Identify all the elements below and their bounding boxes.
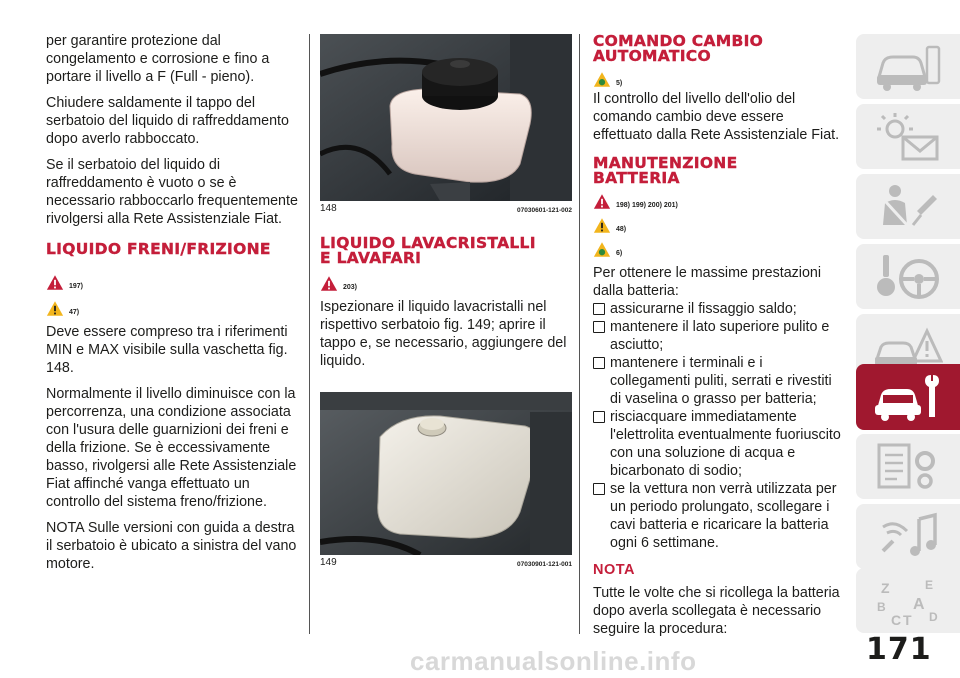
paragraph: per garantire protezione dal congelamento e corrosione e fino a portare il livello a F (Full - pieno).	[46, 33, 270, 85]
watermark-text: carmanualsonline.info	[410, 646, 697, 676]
figure-code: 07030601-121-002	[517, 207, 572, 214]
index-letter: C	[891, 611, 902, 627]
footnote-ref: 48)	[616, 226, 627, 233]
car-wrench-icon	[873, 371, 943, 423]
list-item-text: mantenere i terminali e i collegamenti puliti, serrati e rivestiti di vaselina o grasso per batteria;	[610, 355, 832, 407]
car-dashboard-icon	[873, 41, 943, 93]
battery-checklist	[593, 300, 845, 552]
paragraph: Per ottenere le massime prestazioni dalla batteria:	[593, 265, 822, 299]
list-item-text: assicurarne il fissaggio saldo;	[610, 301, 797, 317]
list-item	[593, 318, 845, 354]
footnote-ref: 197)	[69, 283, 84, 290]
section-heading-brake-fluid: LIQUIDO FRENI/FRIZIONE	[46, 240, 271, 258]
warning-reference	[320, 270, 572, 292]
brake-reservoir-illustration	[320, 34, 572, 201]
figure-148-brake-reservoir-photo	[320, 34, 572, 201]
checkbox-bullet-icon	[593, 303, 605, 315]
figure-number: 148	[320, 203, 337, 214]
column-2	[320, 34, 572, 568]
heading-line: E LAVAFARI	[320, 249, 422, 267]
index-letter: E	[925, 577, 934, 592]
caution-triangle-icon	[593, 217, 611, 234]
page-number: 171	[866, 632, 932, 667]
hazard-triangle-icon	[593, 241, 611, 258]
figure-caption	[320, 203, 572, 214]
note-heading: NOTA	[593, 562, 636, 578]
key-steering-wheel-icon	[873, 251, 943, 303]
heading-line: AUTOMATICO	[593, 47, 711, 65]
footnote-ref: 203)	[343, 284, 358, 291]
paragraph: Chiudere saldamente il tappo del serbatoio del liquido di raffreddamento dopo averlo rabboccato.	[46, 95, 289, 147]
index-letter: B	[877, 599, 886, 614]
list-item-text: se la vettura non verrà utilizzata per un periodo prolungato, scollegare i cavi batteria e ricaricare la batteria ogni 6 settimane.	[610, 481, 837, 551]
paragraph: Se il serbatoio del liquido di raffreddamento è vuoto o se è necessario rabboccarlo frequentemente rivolgersi alla Rete Assistenziale Fiat.	[46, 157, 298, 227]
figure-149-washer-reservoir-photo	[320, 392, 572, 555]
figure-number: 149	[320, 557, 337, 568]
heading-line: COMANDO CAMBIO	[593, 32, 764, 50]
caution-triangle-icon	[46, 300, 64, 317]
footnote-ref: 47)	[69, 309, 80, 316]
music-note-signal-icon	[873, 511, 943, 563]
warning-reference	[593, 66, 845, 88]
figure-code: 07030901-121-001	[517, 561, 572, 568]
list-item	[593, 480, 845, 552]
washer-reservoir-illustration	[320, 392, 572, 555]
column-divider	[309, 34, 310, 634]
sidebar-tab-safety[interactable]	[856, 174, 960, 239]
index-letter: Z	[881, 579, 890, 596]
paragraph: Il controllo del livello dell'olio del comando cambio deve essere effettuato dalla Rete Assistenziale Fiat.	[593, 91, 840, 143]
seatbelt-passenger-icon	[873, 181, 943, 233]
section-heading-washer-fluid	[320, 236, 572, 266]
list-item	[593, 354, 845, 408]
heading-line: BATTERIA	[593, 169, 680, 187]
list-item	[593, 408, 845, 480]
index-letter: A	[913, 595, 925, 613]
sidebar-tab-starting-driving[interactable]	[856, 244, 960, 309]
footnote-ref: 6)	[616, 250, 623, 257]
paragraph: Ispezionare il liquido lavacristalli nel rispettivo serbatoio fig. 149; aprire il tappo e, se necessario, aggiungere del liquido.	[320, 299, 567, 369]
paragraph: NOTA Sulle versioni con guida a destra il serbatoio è ubicato a sinistra del vano motore.	[46, 520, 297, 572]
warning-light-envelope-icon	[873, 111, 943, 163]
figure-caption	[320, 557, 572, 568]
sidebar-tab-dashboard[interactable]	[856, 34, 960, 99]
warning-reference	[46, 269, 298, 291]
section-heading-battery-maintenance	[593, 156, 845, 186]
checkbox-bullet-icon	[593, 321, 605, 333]
column-divider	[579, 34, 580, 634]
checkbox-bullet-icon	[593, 483, 605, 495]
warning-triangle-icon	[46, 274, 64, 291]
sidebar-tab-lights-messages[interactable]	[856, 104, 960, 169]
heading-line: LIQUIDO LAVACRISTALLI	[320, 234, 536, 252]
column-3	[593, 34, 845, 646]
hazard-triangle-icon	[593, 71, 611, 88]
checkbox-bullet-icon	[593, 411, 605, 423]
footnote-ref: 5)	[616, 80, 623, 87]
index-letter: D	[929, 609, 938, 624]
alphabetical-index-icon	[873, 575, 943, 627]
index-letter: T	[903, 611, 912, 627]
sidebar-tab-maintenance[interactable]	[856, 364, 960, 430]
document-gear-icon	[873, 441, 943, 493]
warning-reference	[46, 295, 298, 317]
paragraph: Tutte le volte che si ricollega la batteria dopo averla scollegata è necessario seguire la procedura:	[593, 585, 840, 637]
column-1	[46, 32, 298, 581]
list-item	[593, 300, 845, 318]
footnote-ref: 198) 199) 200) 201)	[616, 202, 678, 209]
sidebar-tab-multimedia[interactable]	[856, 504, 960, 569]
warning-reference	[593, 188, 845, 210]
paragraph: Deve essere compreso tra i riferimenti MIN e MAX visibile sulla vaschetta fig. 148.	[46, 324, 288, 376]
warning-reference	[593, 236, 845, 258]
heading-line: MANUTENZIONE	[593, 154, 738, 172]
section-heading-automatic-gearbox	[593, 34, 845, 64]
warning-triangle-icon	[593, 193, 611, 210]
sidebar-tab-index[interactable]	[856, 568, 960, 633]
warning-reference	[593, 212, 845, 234]
list-item-text: mantenere il lato superiore pulito e asciutto;	[610, 319, 830, 353]
paragraph: Normalmente il livello diminuisce con la percorrenza, una condizione associata con l'usura delle guarnizioni dei freni e della frizione. Se è eccessivamente basso, rivolgersi alle Rete Assistenziale Fiat affinché vanga effettuato un controllo del sistema freno/frizione.	[46, 386, 297, 510]
warning-triangle-icon	[320, 275, 338, 292]
sidebar-tab-technical-data[interactable]	[856, 434, 960, 499]
checkbox-bullet-icon	[593, 357, 605, 369]
list-item-text: risciacquare immediatamente l'elettrolita eventualmente fuoriuscito con una soluzione di acqua e bicarbonato di sodio;	[610, 409, 841, 479]
